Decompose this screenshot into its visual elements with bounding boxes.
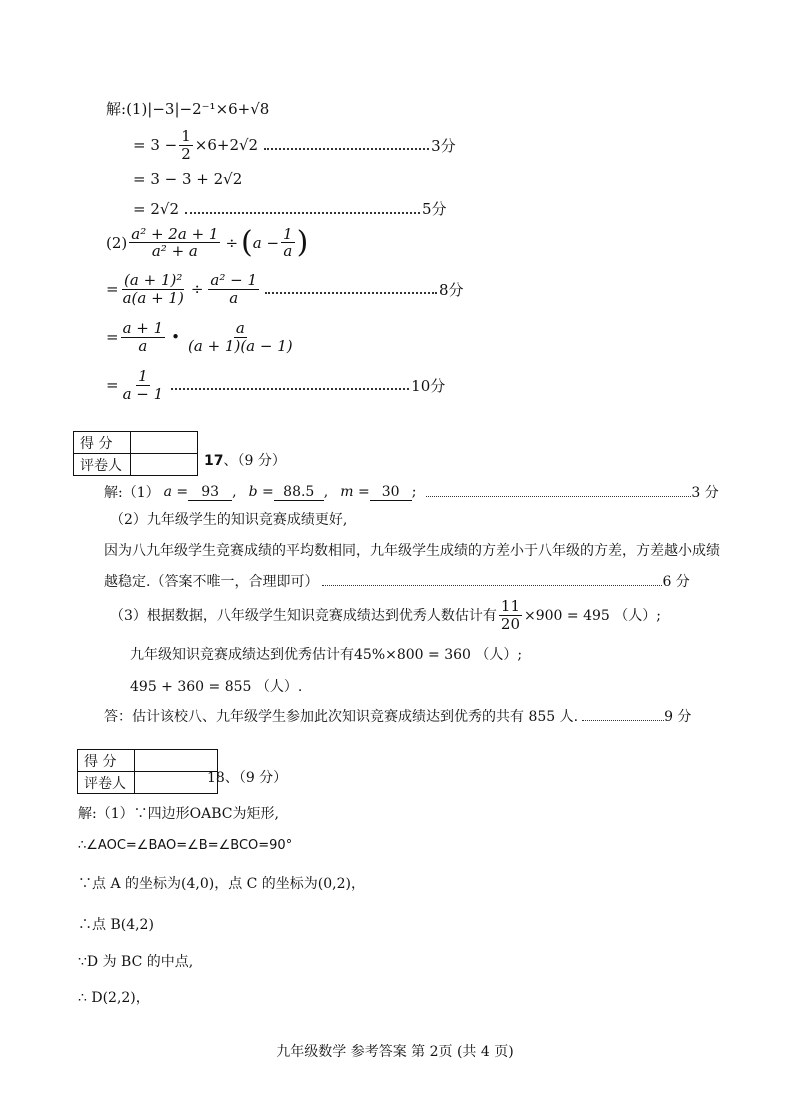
frac-num: a + 1	[122, 319, 164, 337]
p1-expr: (1)|−3|−2⁻¹×6+√8	[126, 100, 270, 118]
p1-prefix: 解:	[106, 100, 127, 118]
p3-text: （3）根据数据，八年级学生知识竞赛成绩达到优秀人数估计有	[110, 608, 497, 624]
frac-num: a² − 1	[210, 271, 258, 289]
dot-leader	[322, 577, 662, 586]
b-value: 88.5	[274, 484, 324, 501]
frac-den: a	[283, 242, 293, 260]
p2-frac2	[281, 226, 295, 260]
q17-part3-line2: 九年级知识竞赛成绩达到优秀估计有45%×800 = 360 （人）;	[130, 647, 523, 663]
q17-sep: 、	[223, 453, 238, 469]
q17-answer	[104, 706, 691, 726]
q18-line4: ∴点 B(4,2)	[78, 917, 154, 933]
q17-reason-line2	[104, 571, 690, 591]
frac-den: a − 1	[122, 384, 164, 403]
score-cell	[135, 750, 218, 772]
q17-reason-line1: 因为八九年级学生竞赛成绩的平均数相同，九年级学生成绩的方差小于八年级的方差，方差越小成绩	[104, 543, 720, 559]
eq-sign: =	[106, 328, 119, 346]
m-value: 30	[370, 484, 412, 501]
score-8: 8分	[439, 280, 464, 299]
p1-line2-tail: ×6+2√2	[194, 136, 259, 154]
p2-label: (2)	[106, 233, 128, 252]
m-label: m =	[340, 484, 370, 500]
q18-heading: 18、（9 分）	[207, 770, 288, 786]
score-label: 得 分	[74, 432, 131, 454]
p2-step1-frac1	[121, 272, 186, 306]
dot-leader	[171, 380, 409, 390]
b-label: b =	[248, 484, 274, 500]
q17-answer1: 解:（1） a = 93 , b = 88.5 , m = 30 ; 3 分	[104, 483, 719, 501]
frac-den: 2	[181, 144, 191, 163]
a-label: a =	[163, 484, 189, 500]
frac-num: a	[235, 319, 245, 337]
frac-num: (a + 1)²	[124, 271, 183, 289]
div-sign: ÷	[190, 280, 204, 298]
dot-leader	[426, 488, 691, 497]
eq-sign: =	[106, 376, 119, 394]
grader-cell	[131, 454, 198, 476]
frac-num: a² + 2a + 1	[131, 224, 219, 243]
paren-open: (	[241, 225, 253, 260]
p1-line2-start: = 3 −	[133, 136, 178, 154]
frac-den: (a + 1)(a − 1)	[188, 336, 293, 355]
grader-label: 评卷人	[78, 772, 135, 794]
frac-den: a	[229, 288, 239, 307]
p1-line4-expr: = 2√2	[133, 200, 179, 218]
p2-line2	[106, 272, 464, 306]
q17-points: （9 分）	[237, 453, 286, 469]
p1-line2-frac	[179, 128, 193, 162]
answer-text: 答：估计该校八、九年级学生参加此次知识竞赛成绩达到优秀的共有 855 人.	[104, 709, 579, 725]
dot-leader	[265, 284, 437, 294]
q18-line5: ∵D 为 BC 的中点,	[78, 954, 194, 970]
grader-cell	[135, 772, 218, 794]
p2-step3-frac	[121, 368, 166, 402]
p1-line3: = 3 − 3 + 2√2	[133, 170, 243, 188]
q17-part3	[110, 598, 661, 632]
dot-operator: •	[171, 328, 181, 346]
frac-den: a	[138, 336, 148, 355]
dot-leader	[185, 204, 420, 214]
p1-line2	[133, 128, 456, 162]
p2-step1-frac2	[208, 272, 259, 306]
dot-leader	[264, 140, 429, 150]
p2-step2-frac1	[121, 320, 166, 354]
q18-line1: 解:（1）∵四边形OABC为矩形,	[78, 806, 279, 822]
q18-line6: ∴ D(2,2)，	[78, 990, 150, 1006]
frac-den: a² + a	[151, 242, 198, 260]
p2-frac1	[129, 226, 220, 260]
div-sign: ÷	[225, 233, 239, 252]
frac-num: 11	[500, 597, 520, 615]
frac-num: 1	[138, 367, 148, 385]
q17-part2: （2）九年级学生的知识竞赛成绩更好,	[110, 512, 348, 528]
score-box-18	[77, 749, 218, 794]
frac-den: 20	[500, 614, 520, 633]
p2-score: 6 分	[662, 574, 690, 590]
p2-line1	[106, 225, 308, 260]
paren-close: )	[296, 225, 309, 260]
frac-num: 1	[181, 127, 191, 145]
p3-frac	[499, 598, 522, 632]
dot-leader	[582, 712, 664, 721]
q18-line2: ∴∠AOC=∠BAO=∠B=∠BCO=90°	[78, 838, 293, 853]
grader-label: 评卷人	[74, 454, 131, 476]
frac-num: 1	[283, 224, 293, 243]
score-5: 5分	[421, 200, 447, 218]
eq-sign: =	[106, 280, 119, 298]
paren-content: a −	[252, 233, 280, 252]
ans1-score: 3 分	[691, 485, 719, 501]
reason2-text: 越稳定.（答案不唯一，合理即可）	[104, 574, 319, 590]
score-label: 得 分	[78, 750, 135, 772]
score-3: 3分	[431, 136, 456, 155]
p3-tail: ×900 = 495 （人）;	[524, 608, 661, 624]
q17-part3-line3: 495 + 360 = 855 （人）.	[130, 679, 303, 695]
page-footer: 九年级数学 参考答案 第 2页 (共 4 页)	[276, 1044, 514, 1060]
frac-den: a(a + 1)	[122, 288, 184, 307]
a-value: 93	[188, 484, 232, 501]
q17-number: 17	[204, 453, 224, 469]
p2-line4	[106, 368, 445, 402]
answer-score: 9 分	[664, 709, 692, 725]
p1-line1	[106, 98, 269, 119]
p2-step2-frac2	[186, 320, 295, 354]
score-cell	[131, 432, 198, 454]
p2-line3	[106, 320, 297, 354]
p1-line4	[133, 198, 447, 219]
q17-heading	[204, 450, 286, 470]
ans-prefix: 解:（1）	[104, 485, 160, 501]
score-10: 10分	[411, 376, 446, 395]
q18-line3: ∵点 A 的坐标为(4,0)，点 C 的坐标为(0,2)，	[78, 876, 365, 892]
score-box-17	[73, 431, 198, 476]
